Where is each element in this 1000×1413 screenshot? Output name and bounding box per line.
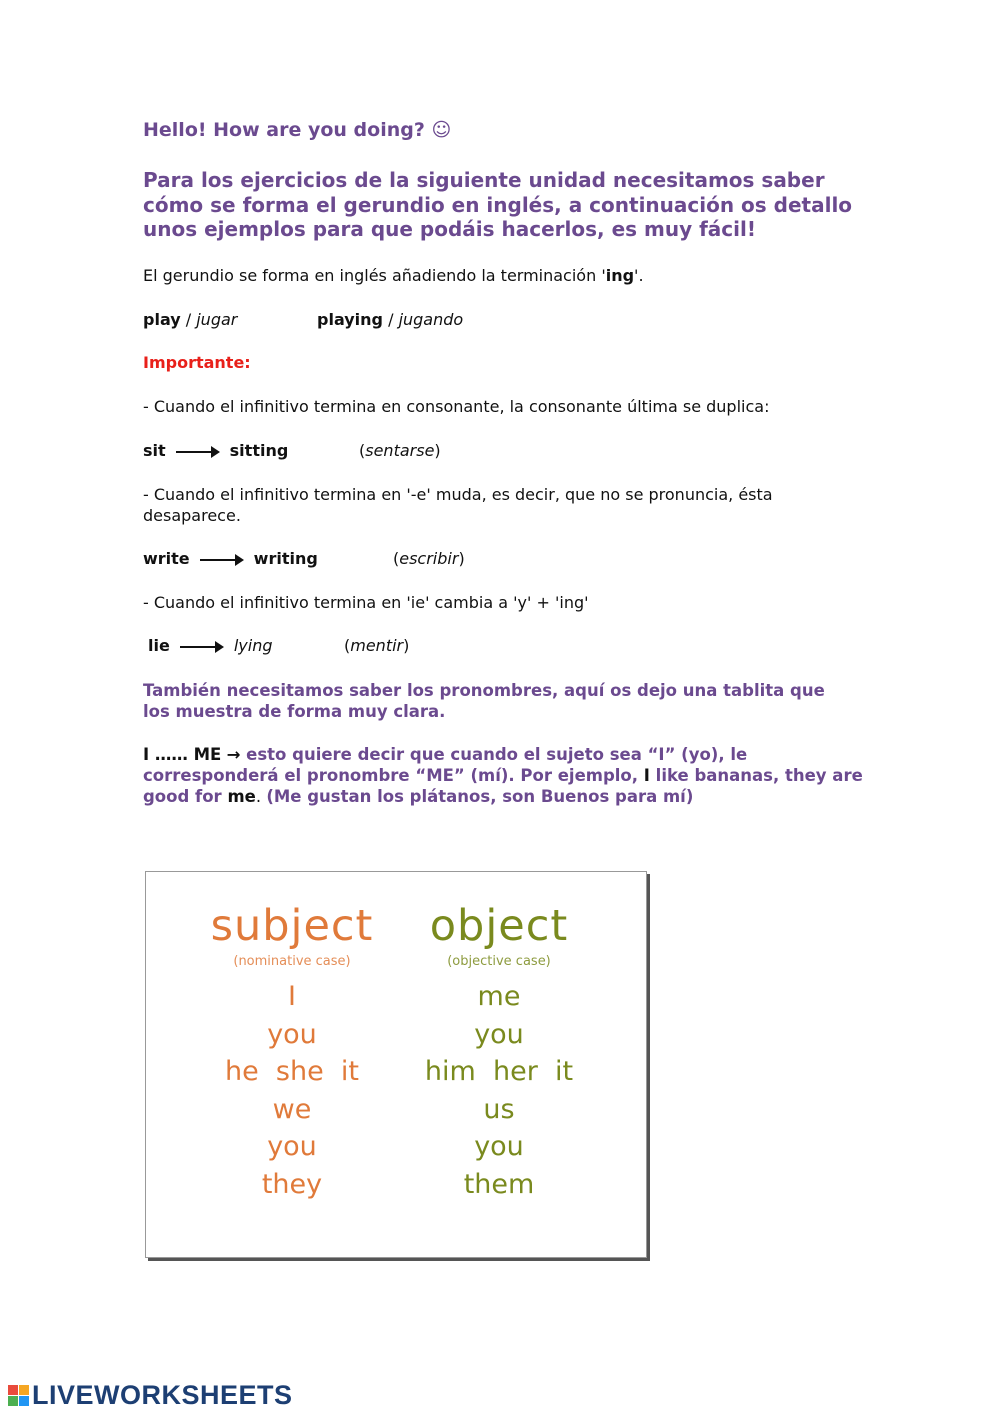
liveworksheets-logo[interactable] (8, 1380, 293, 1410)
subject-pronoun: we (272, 1093, 312, 1125)
example-sit-translation: (sentarse) (359, 441, 441, 460)
object-pronoun: them (463, 1168, 535, 1200)
subject-pronoun: he she it (225, 1056, 359, 1087)
arrow-icon (180, 641, 224, 653)
pronoun-table (145, 871, 647, 1258)
gerund-rule: El gerundio se forma en inglés añadiendo la terminación 'ing'. (143, 266, 644, 285)
ing-term: ing (605, 266, 635, 285)
object-pronoun: me (477, 981, 521, 1012)
example-lie: lie lying (148, 636, 273, 655)
subject-pronoun: you (267, 1018, 317, 1050)
pronouns-intro: También necesitamos saber los pronombres, aquí os dejo una tablita que los muestra de forma muy clara. (143, 681, 825, 721)
subject-pronoun: you (267, 1131, 317, 1162)
greeting-heading: Hello! How are you doing? ☺ (143, 119, 452, 141)
subject-heading: subject (210, 901, 374, 951)
example-write: write writing (143, 549, 318, 568)
subject-column (192, 900, 392, 1203)
object-subheading: (objective case) (447, 954, 551, 969)
example-playing: playing / jugando (317, 310, 464, 329)
arrow-icon (176, 446, 220, 458)
example-write-translation: (escribir) (393, 549, 465, 568)
subject-subheading: (nominative case) (233, 954, 351, 969)
rule-consonant: - Cuando el infinitivo termina en consonante, la consonante última se duplica: (143, 397, 770, 416)
intro-paragraph: Para los ejercicios de la siguiente unidad necesitamos saber cómo se forma el gerundio en inglés, a continuación os detallo unos ejemplos para que podáis hacerlos, es muy fácil! (143, 168, 853, 241)
example-sit: sit sitting (143, 441, 289, 460)
object-pronoun: him her it (424, 1056, 574, 1087)
logo-text: LIVEWORKSHEETS (32, 1379, 293, 1410)
object-pronoun: us (483, 1093, 515, 1125)
example-me-paragraph: I …… ME → esto quiere decir que cuando el sujeto sea “I” (yo), le corresponderá el pronombre “ME” (mí). Por ejemplo, I like bananas, they are good for me. (Me gustan los plátanos, son Buenos para mí) (143, 745, 863, 806)
object-column (399, 900, 599, 1203)
object-pronoun: you (474, 1018, 524, 1050)
object-pronoun: you (474, 1131, 524, 1162)
rule-silent-e: - Cuando el infinitivo termina en '-e' muda, es decir, que no se pronuncia, ésta desaparece. (143, 485, 773, 525)
subject-pronoun: they (261, 1168, 323, 1200)
subject-pronoun: I (288, 981, 296, 1012)
logo-blocks-icon (8, 1385, 29, 1406)
example-lie-translation: (mentir) (344, 636, 410, 655)
rule-ie: - Cuando el infinitivo termina en 'ie' cambia a 'y' + 'ing' (143, 593, 589, 612)
importante-label: Importante: (143, 353, 251, 372)
arrow-right-icon: → (226, 745, 241, 764)
example-play: play / jugar (143, 310, 238, 329)
arrow-icon (200, 554, 244, 566)
object-heading: object (429, 901, 569, 951)
